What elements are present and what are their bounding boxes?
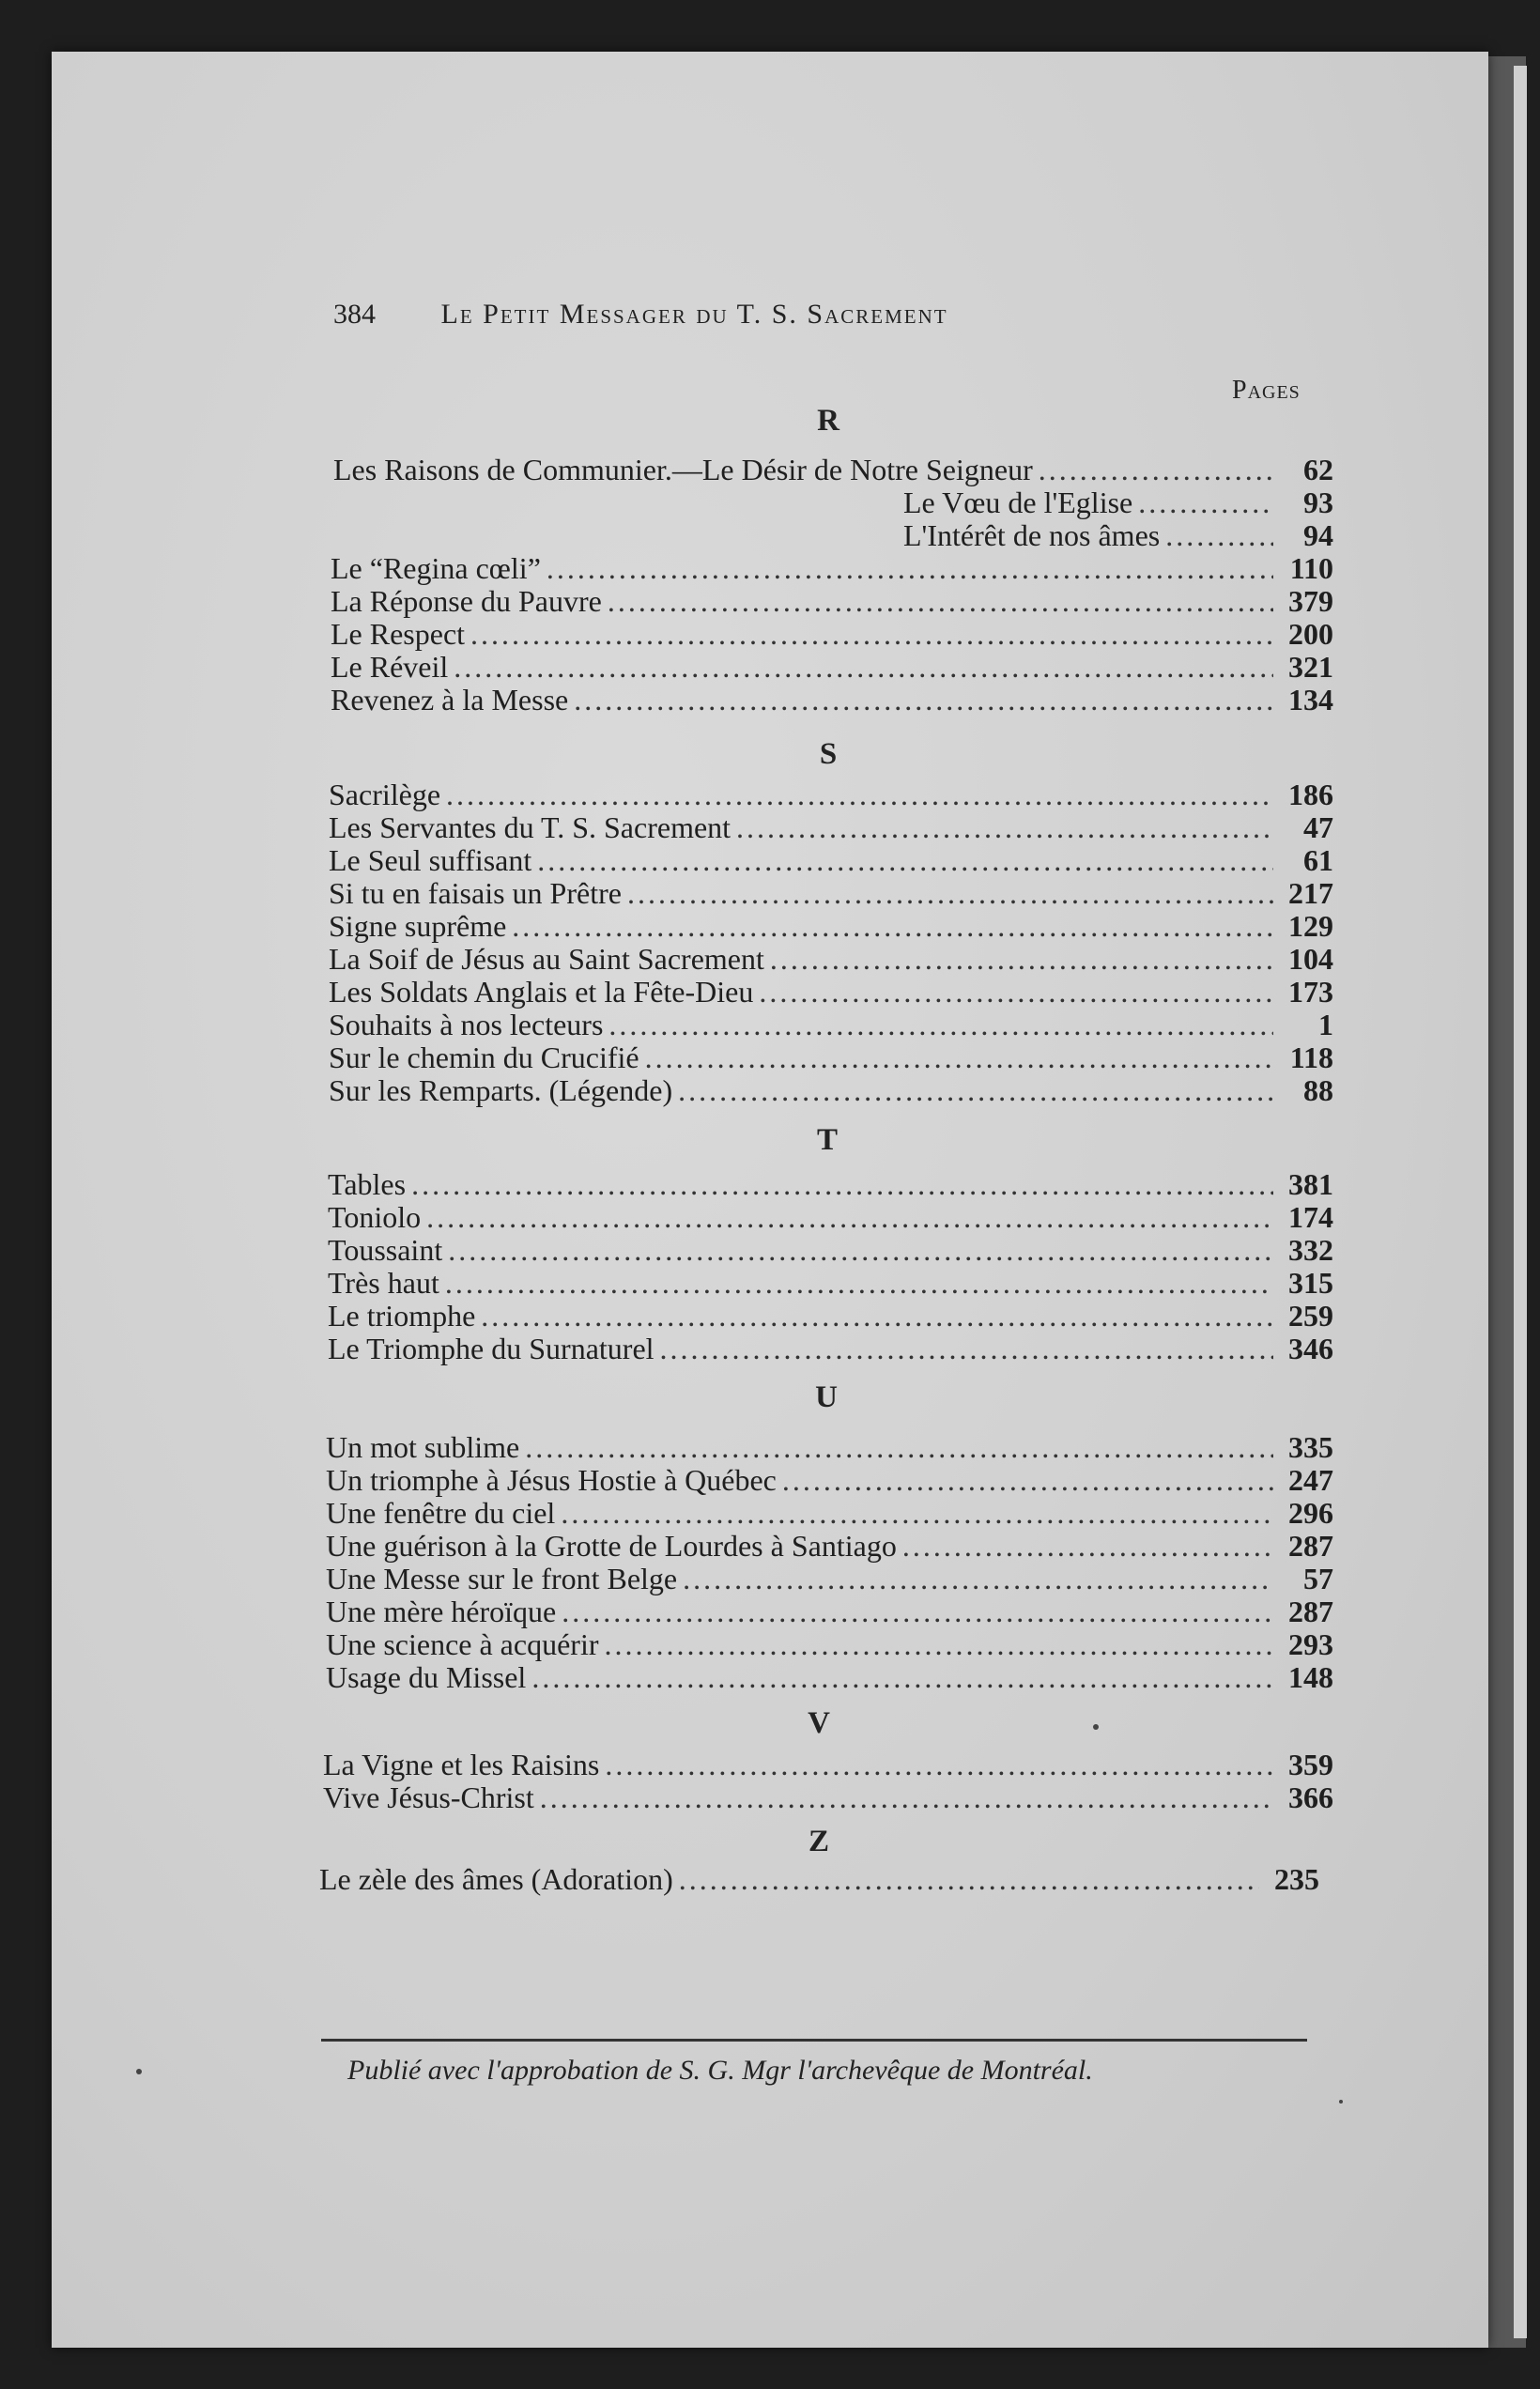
entry-title: Toussaint: [328, 1233, 443, 1267]
index-entry: [328, 1266, 1333, 1300]
entry-title: Vive Jésus-Christ: [323, 1780, 534, 1814]
section-letter-z: Z: [808, 1825, 829, 1858]
index-entry: [329, 909, 1333, 943]
leader-dots: [759, 975, 1273, 1009]
index-entry: [319, 1862, 1319, 1896]
entry-title: Le Vœu de l'Eglise: [903, 486, 1133, 519]
index-entry: [323, 1748, 1333, 1781]
entry-page: 359: [1288, 1748, 1333, 1781]
index-entry: [326, 1660, 1333, 1694]
leader-dots: [605, 1748, 1273, 1781]
entry-title: La Vigne et les Raisins: [323, 1748, 600, 1781]
page-number: 384: [333, 299, 376, 330]
entry-title: Les Servantes du T. S. Sacrement: [329, 810, 732, 844]
leader-dots: [531, 1660, 1273, 1694]
index-entry: [331, 683, 1333, 717]
entry-title: Le Respect: [331, 617, 466, 651]
leader-dots: [574, 683, 1273, 717]
index-entry: [328, 1167, 1333, 1201]
entry-page: 174: [1288, 1200, 1333, 1234]
approval-note: Publié avec l'approbation de S. G. Mgr l'archevêque de Montréal.: [347, 2055, 1093, 2086]
leader-dots: [426, 1200, 1273, 1234]
entry-title: Une mère héroïque: [326, 1595, 557, 1628]
entry-title: La Soif de Jésus au Saint Sacrement: [329, 942, 764, 976]
leader-dots: [540, 1780, 1273, 1814]
entry-page: 173: [1288, 975, 1333, 1009]
index-entry: [329, 1073, 1333, 1107]
leader-dots: [627, 876, 1273, 910]
index-entry: [326, 1430, 1333, 1464]
entry-page: 379: [1288, 584, 1333, 618]
entry-title: Tables: [328, 1167, 407, 1201]
index-entry: [903, 486, 1333, 519]
entry-title: Une Messe sur le front Belge: [326, 1562, 678, 1595]
entry-page: 217: [1288, 876, 1333, 910]
leader-dots: [782, 1463, 1273, 1497]
index-entry: [331, 584, 1333, 618]
entry-title: Une guérison à la Grotte de Lourdes à Santiago: [326, 1529, 897, 1563]
entry-page: 259: [1288, 1299, 1333, 1333]
leader-dots: [608, 1008, 1273, 1041]
section-letter-u: U: [815, 1380, 838, 1414]
leader-dots: [1138, 486, 1273, 519]
index-entry: [328, 1200, 1333, 1234]
leader-dots: [683, 1562, 1273, 1595]
entry-page: 287: [1288, 1595, 1333, 1628]
entry-page: 88: [1303, 1073, 1333, 1107]
section-letter-r: R: [817, 404, 839, 438]
journal-title: Le Petit Messager du T. S. Sacrement: [440, 299, 948, 330]
entry-page: 346: [1288, 1332, 1333, 1365]
entry-page: 200: [1288, 617, 1333, 651]
entry-page: 287: [1288, 1529, 1333, 1563]
index-entry: [903, 518, 1333, 552]
index-entry: [328, 1299, 1333, 1333]
index-entry: [329, 778, 1333, 811]
leader-dots: [678, 1073, 1273, 1107]
leader-dots: [411, 1167, 1273, 1201]
leader-dots: [608, 584, 1273, 618]
scan-speck: [1339, 2100, 1343, 2104]
entry-title: La Réponse du Pauvre: [331, 584, 602, 618]
index-entry: [329, 1040, 1333, 1074]
leader-dots: [448, 1233, 1273, 1267]
leader-dots: [512, 909, 1273, 943]
entry-title: Un triomphe à Jésus Hostie à Québec: [326, 1463, 777, 1497]
leader-dots: [679, 1862, 1259, 1896]
entry-page: 61: [1303, 843, 1333, 877]
leader-dots: [561, 1496, 1273, 1530]
section-letter-t: T: [816, 1123, 838, 1157]
index-entry: [326, 1627, 1333, 1661]
leader-dots: [736, 810, 1273, 844]
index-entry: [326, 1463, 1333, 1497]
index-entry: [329, 876, 1333, 910]
leader-dots: [445, 1266, 1273, 1300]
index-entry: [329, 843, 1333, 877]
entry-title: L'Intérêt de nos âmes: [903, 518, 1161, 552]
entry-title: Le zèle des âmes (Adoration): [319, 1862, 673, 1896]
pages-column-label: Pages: [1232, 376, 1301, 405]
entry-title: Très haut: [328, 1266, 439, 1300]
leader-dots: [547, 551, 1273, 585]
index-entry: [326, 1562, 1333, 1595]
entry-title: Un mot sublime: [326, 1430, 520, 1464]
index-entry: [329, 975, 1333, 1009]
index-entry: [323, 1780, 1333, 1814]
entry-title: Si tu en faisais un Prêtre: [329, 876, 622, 910]
leader-dots: [902, 1529, 1273, 1563]
leader-dots: [562, 1595, 1273, 1628]
leader-dots: [604, 1627, 1273, 1661]
entry-page: 47: [1303, 810, 1333, 844]
scan-speck: [136, 2069, 142, 2074]
leader-dots: [770, 942, 1273, 976]
leader-dots: [454, 650, 1273, 684]
entry-page: 94: [1303, 518, 1333, 552]
entry-page: 134: [1288, 683, 1333, 717]
entry-title: Le Triomphe du Surnaturel: [328, 1332, 654, 1365]
index-entry: [326, 1496, 1333, 1530]
index-entry: [328, 1233, 1333, 1267]
leader-dots: [481, 1299, 1273, 1333]
entry-title: Le Seul suffisant: [329, 843, 532, 877]
index-entry: [331, 617, 1333, 651]
entry-page: 104: [1288, 942, 1333, 976]
entry-title: Une science à acquérir: [326, 1627, 599, 1661]
leader-dots: [537, 843, 1273, 877]
entry-title: Sur le chemin du Crucifié: [329, 1040, 639, 1074]
entry-title: Le Réveil: [331, 650, 449, 684]
leader-dots: [470, 617, 1273, 651]
entry-title: Usage du Missel: [326, 1660, 527, 1694]
index-entry: [326, 1529, 1333, 1563]
section-letter-v: V: [808, 1706, 830, 1740]
entry-title: Les Raisons de Communier.—Le Désir de Notre Seigneur: [333, 453, 1033, 486]
entry-title: Sur les Remparts. (Légende): [329, 1073, 673, 1107]
section-letter-s: S: [819, 737, 838, 771]
entry-page: 129: [1288, 909, 1333, 943]
leader-dots: [525, 1430, 1273, 1464]
index-entry: [333, 453, 1333, 486]
entry-title: Une fenêtre du ciel: [326, 1496, 556, 1530]
index-entry: [331, 650, 1333, 684]
entry-title: Le “Regina cœli”: [331, 551, 541, 585]
entry-page: 118: [1289, 1040, 1333, 1074]
leader-dots: [645, 1040, 1273, 1074]
leader-dots: [1165, 518, 1273, 552]
entry-page: 62: [1303, 453, 1333, 486]
running-header: [333, 299, 1178, 331]
entry-page: 315: [1288, 1266, 1333, 1300]
entry-title: Toniolo: [328, 1200, 422, 1234]
index-entry: [331, 551, 1333, 585]
entry-page: 57: [1303, 1562, 1333, 1595]
index-entry: [326, 1595, 1333, 1628]
next-page-sliver: [1514, 66, 1527, 2338]
entry-title: Revenez à la Messe: [331, 683, 569, 717]
entry-title: Les Soldats Anglais et la Fête-Dieu: [329, 975, 754, 1009]
entry-page: 381: [1288, 1167, 1333, 1201]
entry-title: Souhaits à nos lecteurs: [329, 1008, 604, 1041]
entry-page: 296: [1288, 1496, 1333, 1530]
entry-page: 321: [1288, 650, 1333, 684]
entry-page: 247: [1288, 1463, 1333, 1497]
index-entry: [329, 1008, 1333, 1041]
leader-dots: [446, 778, 1273, 811]
entry-page: 366: [1288, 1780, 1333, 1814]
entry-title: Signe suprême: [329, 909, 507, 943]
leader-dots: [1039, 453, 1273, 486]
entry-page: 335: [1288, 1430, 1333, 1464]
index-entry: [329, 810, 1333, 844]
entry-title: Le triomphe: [328, 1299, 476, 1333]
index-entry: [328, 1332, 1333, 1365]
entry-page: 93: [1303, 486, 1333, 519]
entry-page: 235: [1274, 1862, 1319, 1896]
entry-page: 148: [1288, 1660, 1333, 1694]
scan-speck: [1093, 1724, 1099, 1730]
index-entry: [329, 942, 1333, 976]
entry-page: 332: [1288, 1233, 1333, 1267]
entry-page: 293: [1288, 1627, 1333, 1661]
entry-page: 1: [1318, 1008, 1333, 1041]
entry-page: 186: [1288, 778, 1333, 811]
entry-title: Sacrilège: [329, 778, 441, 811]
entry-page: 110: [1289, 551, 1333, 585]
leader-dots: [660, 1332, 1273, 1365]
footer-rule: [321, 2039, 1307, 2042]
